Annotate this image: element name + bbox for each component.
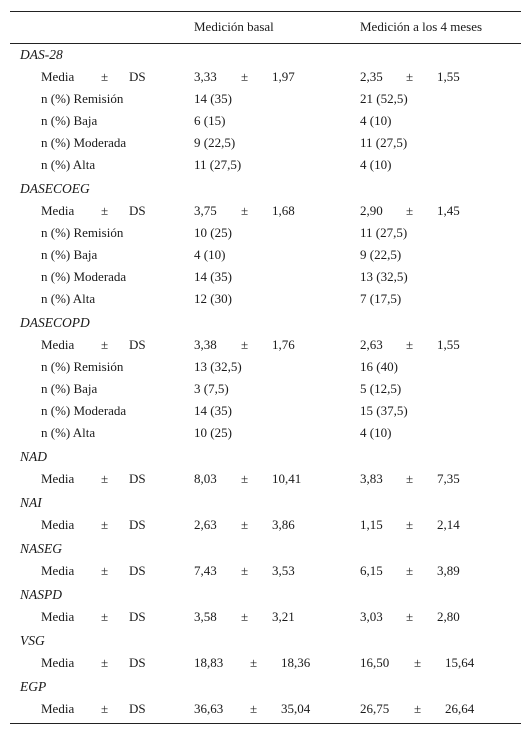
table-row-naseg-media	[0, 563, 532, 585]
basal-pm: ±	[250, 701, 258, 716]
table-header-rule	[10, 43, 521, 44]
m4-pm: ±	[406, 609, 414, 624]
section-title-dasecoeg: DASECOEG	[20, 181, 90, 196]
row-label: Media	[41, 655, 75, 670]
section-title-nad: NAD	[20, 449, 47, 464]
section-title-egp: EGP	[20, 679, 47, 694]
m4-mean: 2,90	[360, 203, 383, 218]
row-label: Media	[41, 701, 75, 716]
pm-symbol: ±	[101, 203, 109, 218]
m4-pm: ±	[406, 337, 414, 352]
ds-label: DS	[129, 563, 146, 578]
basal-pm: ±	[241, 517, 249, 532]
ds-label: DS	[129, 337, 146, 352]
row-label: n (%) Remisión	[41, 225, 124, 240]
m4-value: 13 (32,5)	[360, 269, 408, 284]
m4-sd: 1,55	[437, 337, 460, 352]
section-title-dasecopd: DASECOPD	[20, 315, 90, 330]
basal-sd: 10,41	[272, 471, 302, 486]
m4-pm: ±	[406, 563, 414, 578]
m4-pm: ±	[406, 69, 414, 84]
table-row-dasecopd-remision	[0, 359, 532, 381]
table-row-dasecoeg-alta	[0, 291, 532, 313]
m4-value: 11 (27,5)	[360, 135, 408, 150]
m4-mean: 2,63	[360, 337, 383, 352]
row-label: n (%) Baja	[41, 113, 98, 128]
basal-pm: ±	[241, 203, 249, 218]
basal-sd: 18,36	[281, 655, 311, 670]
pm-symbol: ±	[101, 471, 109, 486]
row-label: n (%) Remisión	[41, 359, 124, 374]
section-title-das28: DAS-28	[20, 47, 63, 62]
m4-sd: 1,45	[437, 203, 460, 218]
ds-label: DS	[129, 69, 146, 84]
section-title-vsg: VSG	[20, 633, 45, 648]
row-label: n (%) Baja	[41, 381, 98, 396]
table-top-rule	[10, 11, 521, 12]
basal-value: 14 (35)	[194, 403, 232, 418]
m4-value: 15 (37,5)	[360, 403, 408, 418]
pm-symbol: ±	[101, 69, 109, 84]
row-label: Media	[41, 203, 75, 218]
row-label: Media	[41, 563, 75, 578]
section-title-naspd: NASPD	[20, 587, 62, 602]
basal-mean: 3,33	[194, 69, 217, 84]
basal-value: 14 (35)	[194, 91, 232, 106]
m4-pm: ±	[406, 517, 414, 532]
m4-mean: 26,75	[360, 701, 390, 716]
pm-symbol: ±	[101, 701, 109, 716]
ds-label: DS	[129, 203, 146, 218]
basal-pm: ±	[241, 471, 249, 486]
table-row-dasecopd-alta	[0, 425, 532, 447]
table-row-dasecopd-baja	[0, 381, 532, 403]
m4-sd: 7,35	[437, 471, 460, 486]
basal-value: 10 (25)	[194, 225, 232, 240]
row-label: n (%) Alta	[41, 425, 96, 440]
row-label: Media	[41, 471, 75, 486]
m4-value: 4 (10)	[360, 113, 392, 128]
m4-value: 16 (40)	[360, 359, 398, 374]
m4-sd: 1,55	[437, 69, 460, 84]
basal-value: 13 (32,5)	[194, 359, 242, 374]
row-label: n (%) Moderada	[41, 269, 127, 284]
basal-value: 4 (10)	[194, 247, 226, 262]
row-label: Media	[41, 69, 75, 84]
m4-pm: ±	[406, 471, 414, 486]
m4-mean: 3,03	[360, 609, 383, 624]
m4-mean: 2,35	[360, 69, 383, 84]
m4-sd: 3,89	[437, 563, 460, 578]
basal-value: 6 (15)	[194, 113, 226, 128]
m4-value: 11 (27,5)	[360, 225, 408, 240]
basal-value: 9 (22,5)	[194, 135, 236, 150]
table-row-dasecoeg-remision	[0, 225, 532, 247]
table-row-dasecopd-media	[0, 337, 532, 359]
row-label: n (%) Alta	[41, 157, 96, 172]
basal-sd: 3,86	[272, 517, 295, 532]
m4-value: 7 (17,5)	[360, 291, 402, 306]
row-label: Media	[41, 609, 75, 624]
m4-pm: ±	[414, 655, 422, 670]
m4-value: 21 (52,5)	[360, 91, 408, 106]
basal-sd: 1,97	[272, 69, 295, 84]
basal-sd: 1,76	[272, 337, 295, 352]
table-row-dasecoeg-baja	[0, 247, 532, 269]
ds-label: DS	[129, 701, 146, 716]
ds-label: DS	[129, 471, 146, 486]
basal-value: 3 (7,5)	[194, 381, 229, 396]
basal-mean: 3,58	[194, 609, 217, 624]
m4-value: 4 (10)	[360, 157, 392, 172]
basal-value: 14 (35)	[194, 269, 232, 284]
pm-symbol: ±	[101, 609, 109, 624]
section-title-naseg: NASEG	[20, 541, 62, 556]
ds-label: DS	[129, 609, 146, 624]
table-row-naspd-media	[0, 609, 532, 631]
basal-sd: 3,53	[272, 563, 295, 578]
table-row-nad-media	[0, 471, 532, 493]
table-row-das28-moderada	[0, 135, 532, 157]
basal-value: 11 (27,5)	[194, 157, 242, 172]
m4-mean: 3,83	[360, 471, 383, 486]
m4-sd: 2,14	[437, 517, 460, 532]
pm-symbol: ±	[101, 337, 109, 352]
basal-mean: 18,83	[194, 655, 224, 670]
row-label: n (%) Moderada	[41, 403, 127, 418]
ds-label: DS	[129, 655, 146, 670]
pm-symbol: ±	[101, 563, 109, 578]
table-row-vsg-media	[0, 655, 532, 677]
table-row-das28-alta	[0, 157, 532, 179]
table-row-das28-remision	[0, 91, 532, 113]
ds-label: DS	[129, 517, 146, 532]
pm-symbol: ±	[101, 655, 109, 670]
basal-mean: 36,63	[194, 701, 224, 716]
basal-pm: ±	[241, 563, 249, 578]
header-basal: Medición basal	[194, 19, 274, 34]
table-row-das28-media	[0, 69, 532, 91]
table-row-egp-media	[0, 701, 532, 723]
m4-sd: 26,64	[445, 701, 475, 716]
basal-pm: ±	[241, 337, 249, 352]
basal-value: 12 (30)	[194, 291, 232, 306]
basal-pm: ±	[241, 609, 249, 624]
basal-sd: 1,68	[272, 203, 295, 218]
basal-mean: 7,43	[194, 563, 217, 578]
m4-value: 4 (10)	[360, 425, 392, 440]
basal-mean: 8,03	[194, 471, 217, 486]
basal-sd: 35,04	[281, 701, 311, 716]
m4-sd: 15,64	[445, 655, 475, 670]
table-row-dasecoeg-media	[0, 203, 532, 225]
table-row-das28-baja	[0, 113, 532, 135]
basal-mean: 3,75	[194, 203, 217, 218]
table-row-dasecoeg-moderada	[0, 269, 532, 291]
pm-symbol: ±	[101, 517, 109, 532]
row-label: Media	[41, 337, 75, 352]
table-bottom-rule	[10, 723, 521, 724]
row-label: n (%) Remisión	[41, 91, 124, 106]
basal-sd: 3,21	[272, 609, 295, 624]
m4-pm: ±	[406, 203, 414, 218]
m4-value: 9 (22,5)	[360, 247, 402, 262]
m4-value: 5 (12,5)	[360, 381, 402, 396]
row-label: n (%) Moderada	[41, 135, 127, 150]
basal-mean: 2,63	[194, 517, 217, 532]
table-row-nai-media	[0, 517, 532, 539]
m4-mean: 1,15	[360, 517, 383, 532]
m4-pm: ±	[414, 701, 422, 716]
basal-pm: ±	[250, 655, 258, 670]
m4-mean: 16,50	[360, 655, 390, 670]
basal-mean: 3,38	[194, 337, 217, 352]
m4-mean: 6,15	[360, 563, 383, 578]
basal-pm: ±	[241, 69, 249, 84]
row-label: n (%) Alta	[41, 291, 96, 306]
row-label: n (%) Baja	[41, 247, 98, 262]
section-title-nai: NAI	[20, 495, 42, 510]
header-4-meses: Medición a los 4 meses	[360, 19, 483, 34]
basal-value: 10 (25)	[194, 425, 232, 440]
row-label: Media	[41, 517, 75, 532]
m4-sd: 2,80	[437, 609, 460, 624]
table-row-dasecopd-moderada	[0, 403, 532, 425]
